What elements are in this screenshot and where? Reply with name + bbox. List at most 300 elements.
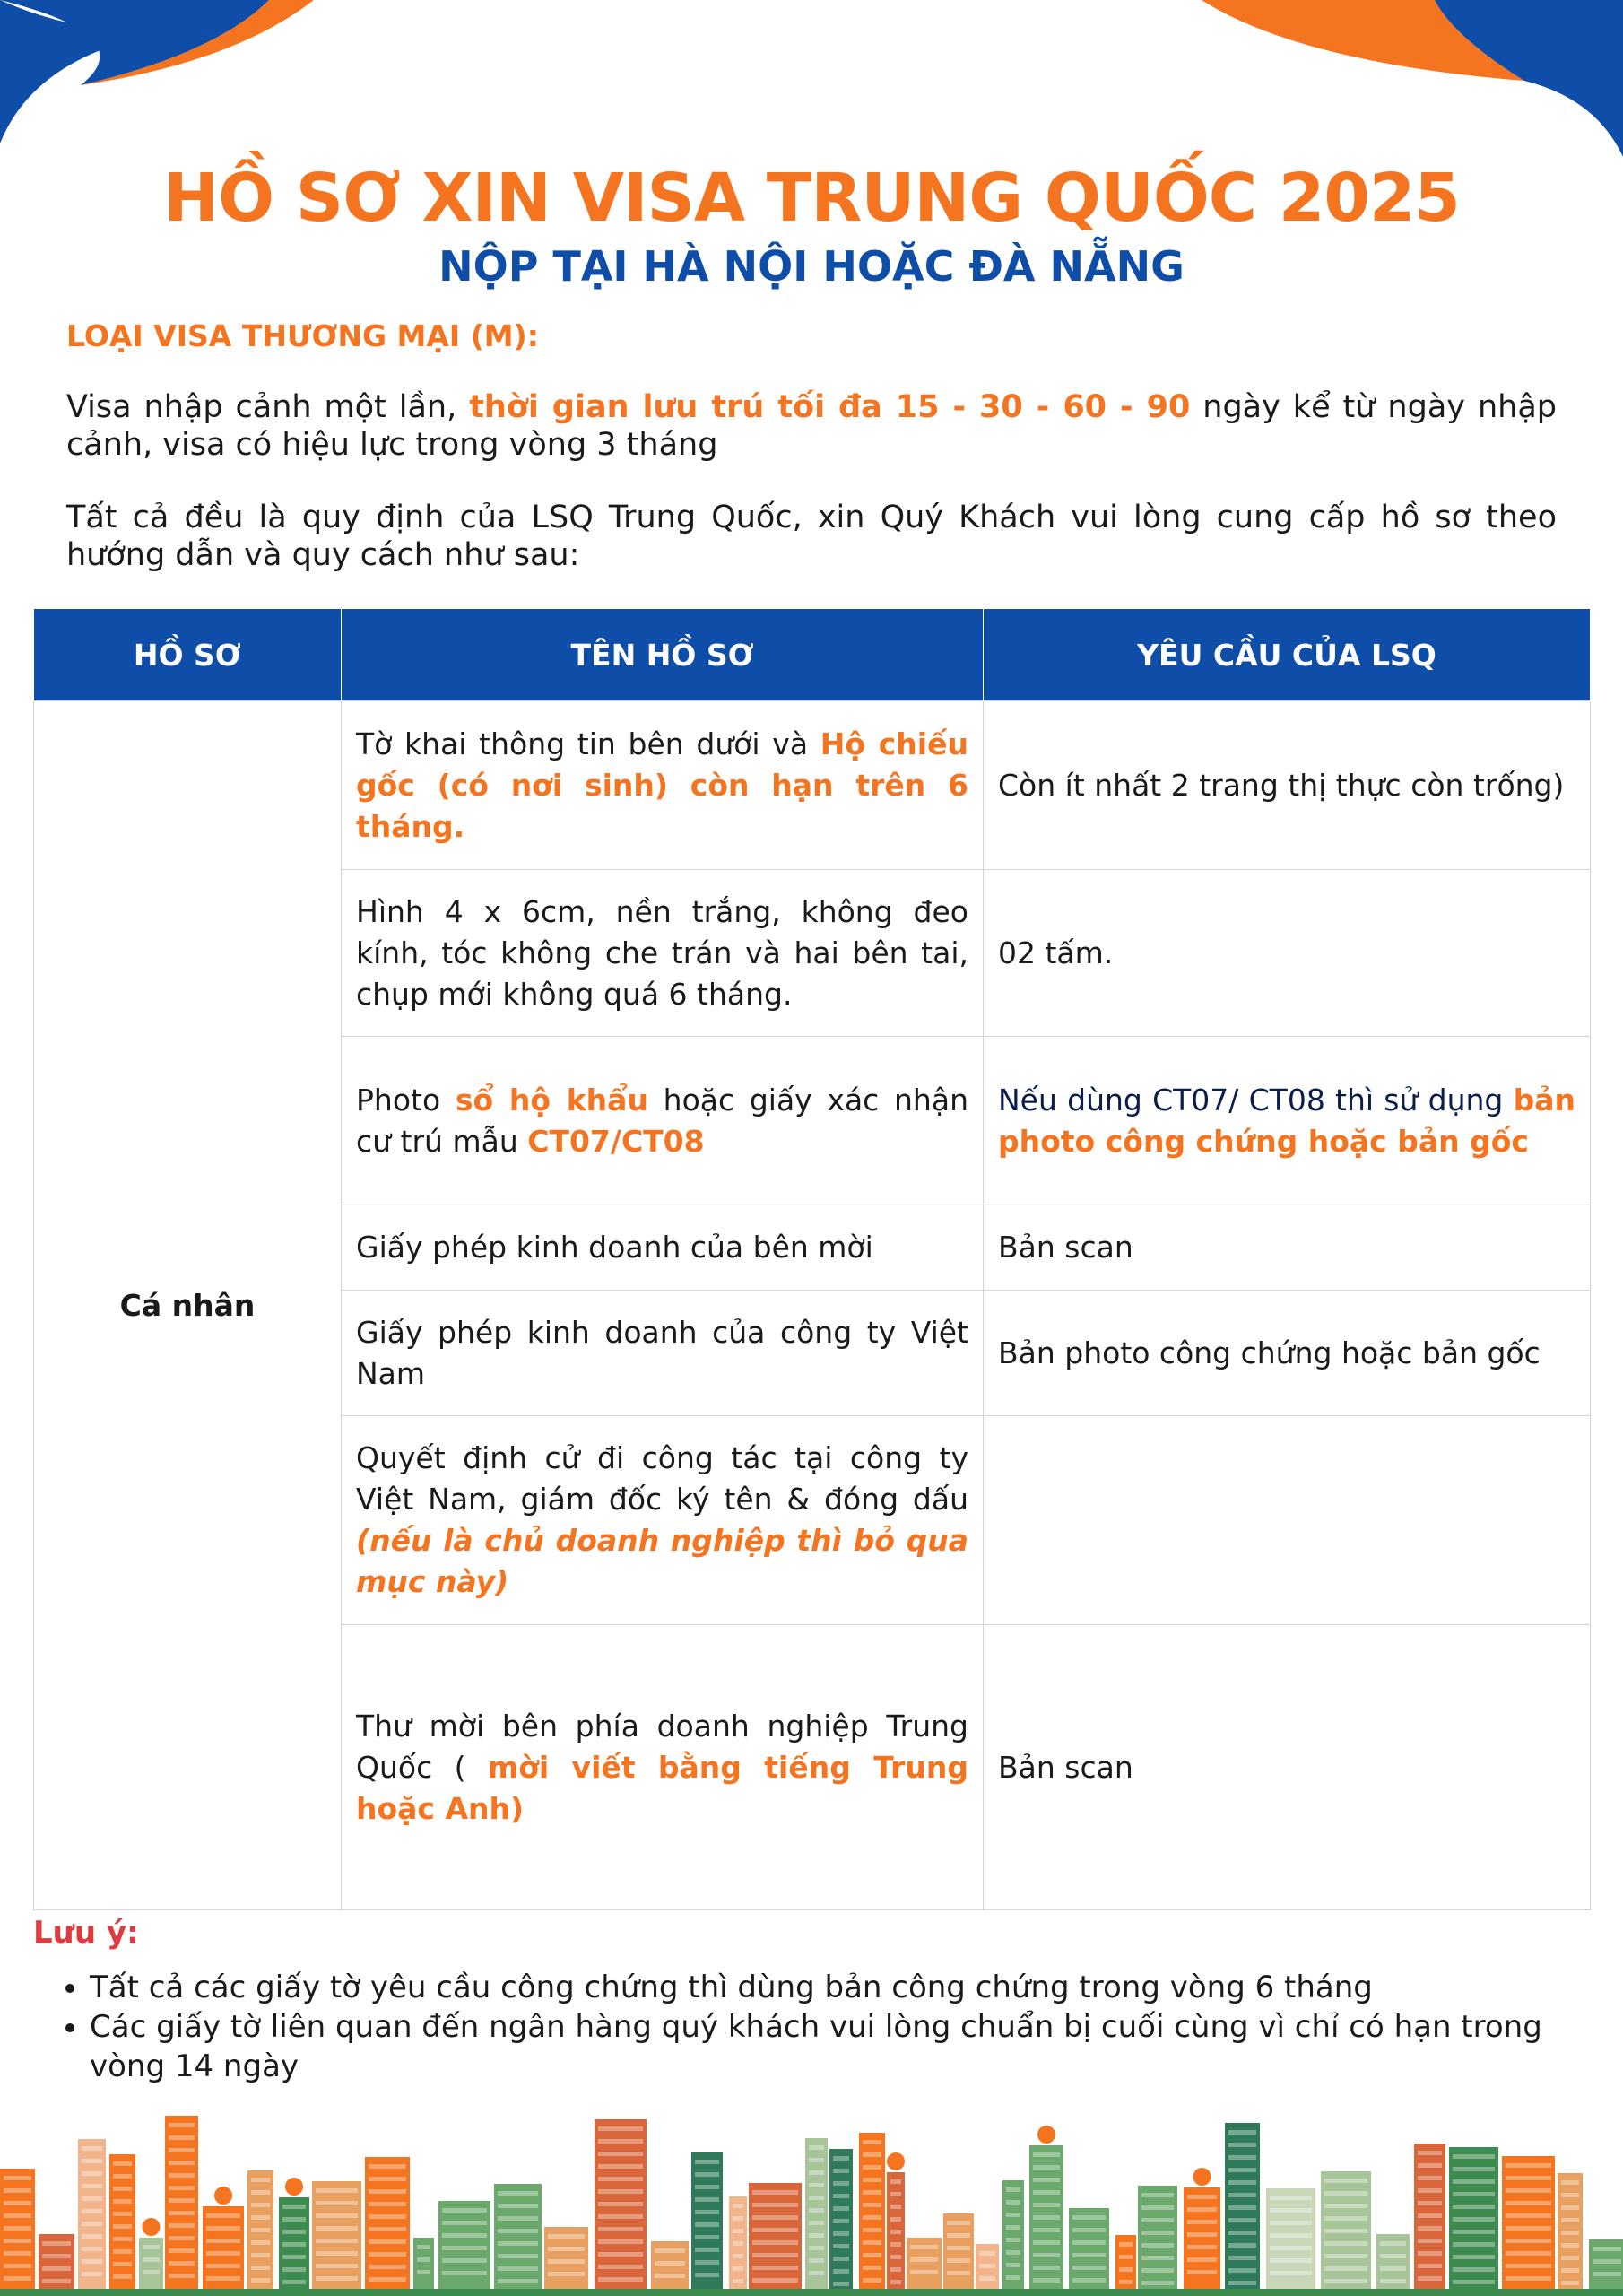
skyline-window	[82, 2159, 102, 2163]
skyline-window	[316, 2201, 358, 2205]
skyline-window	[598, 2239, 643, 2244]
skyline-window	[598, 2265, 643, 2269]
skyline-window	[1453, 2154, 1495, 2159]
skyline-window	[113, 2224, 132, 2229]
skyline-window	[82, 2222, 102, 2226]
skyline-window	[809, 2221, 824, 2225]
skyline-window	[695, 2197, 719, 2202]
doc-requirement-cell	[984, 1416, 1591, 1625]
skyline-window	[113, 2212, 132, 2216]
skyline-window	[1228, 2193, 1256, 2197]
skyline-window	[695, 2248, 719, 2252]
skyline-window	[890, 2205, 901, 2209]
skyline-window	[598, 2139, 643, 2144]
skyline-window	[82, 2259, 102, 2264]
skyline-window	[1561, 2268, 1579, 2273]
skyline-window	[42, 2279, 71, 2283]
skyline-window	[1418, 2188, 1442, 2193]
skyline-window	[863, 2178, 881, 2182]
skyline-window	[206, 2276, 240, 2281]
skyline-window	[442, 2246, 487, 2250]
skyline-window	[169, 2223, 195, 2228]
skyline-building	[312, 2181, 361, 2289]
skyline-window	[598, 2152, 643, 2156]
skyline-window	[113, 2274, 132, 2279]
skyline-window	[369, 2177, 406, 2181]
skyline-window	[1453, 2255, 1495, 2259]
header-ten-ho-so: TÊN HỒ SƠ	[342, 609, 984, 701]
skyline-window	[1033, 2253, 1060, 2257]
skyline-tower-sphere	[214, 2187, 232, 2205]
skyline-window	[890, 2179, 901, 2184]
skyline-window	[863, 2152, 881, 2157]
skyline-window	[206, 2213, 240, 2218]
skyline-window	[1324, 2204, 1367, 2208]
skyline-window	[1324, 2254, 1367, 2258]
skyline-window	[1453, 2205, 1495, 2209]
skyline-window	[655, 2248, 685, 2253]
skyline-window	[809, 2258, 824, 2263]
skyline-window	[598, 2177, 643, 2181]
skyline-window	[1270, 2221, 1312, 2225]
skyline-window	[1506, 2176, 1551, 2180]
skyline-window	[1270, 2208, 1312, 2213]
skyline-window	[695, 2160, 719, 2164]
skyline-window	[752, 2240, 798, 2245]
skyline-window	[1270, 2233, 1312, 2238]
skyline-window	[498, 2204, 538, 2208]
skyline-window	[598, 2189, 643, 2194]
skyline-window	[1380, 2266, 1406, 2271]
skyline-window	[169, 2186, 195, 2190]
skyline-window	[752, 2215, 798, 2220]
skyline-window	[169, 2161, 195, 2165]
skyline-window	[947, 2221, 970, 2225]
skyline-window	[1141, 2231, 1174, 2235]
skyline-window	[1324, 2191, 1367, 2196]
skyline-window	[833, 2257, 849, 2261]
skyline-window	[1228, 2268, 1256, 2273]
skyline-window	[1228, 2180, 1256, 2185]
skyline-window	[1187, 2195, 1217, 2199]
skyline-window	[910, 2270, 938, 2274]
skyline-window	[369, 2214, 406, 2219]
skyline-window	[1187, 2245, 1217, 2249]
skyline-window	[1187, 2207, 1217, 2212]
skyline-building	[1002, 2180, 1024, 2289]
skyline-window	[548, 2234, 585, 2239]
skyline-window	[733, 2204, 743, 2208]
instructions-paragraph: Tất cả đều là quy định của LSQ Trung Quốc, xin Quý Khách vui lòng cung cấp hồ sơ theo hướng dẫn và quy cách như sau:	[66, 500, 1557, 573]
skyline-window	[833, 2156, 849, 2161]
skyline-window	[890, 2192, 901, 2196]
skyline-window	[4, 2213, 31, 2218]
skyline-window	[1119, 2242, 1133, 2247]
skyline-window	[890, 2217, 901, 2222]
skyline-window	[1593, 2247, 1621, 2251]
skyline-window	[1506, 2239, 1551, 2243]
skyline-window	[1506, 2264, 1551, 2268]
skyline-window	[733, 2254, 743, 2258]
skyline-window	[417, 2257, 430, 2262]
skyline-window	[1228, 2155, 1256, 2160]
skyline-window	[1418, 2163, 1442, 2168]
skyline-window	[498, 2216, 538, 2221]
page-title: HỒ SƠ XIN VISA TRUNG QUỐC 2025	[163, 160, 1460, 237]
skyline-window	[316, 2188, 358, 2193]
skyline-window	[1418, 2213, 1442, 2218]
skyline-window	[695, 2260, 719, 2265]
skyline-window	[1141, 2218, 1174, 2222]
skyline-window	[143, 2257, 160, 2262]
skyline-window	[251, 2278, 270, 2283]
skyline-window	[1033, 2178, 1060, 2182]
skyline-window	[809, 2208, 824, 2213]
skyline-window	[282, 2267, 306, 2272]
skyline-window	[251, 2240, 270, 2245]
skyline-window	[1418, 2239, 1442, 2243]
skyline-window	[4, 2176, 31, 2180]
skyline-window	[369, 2239, 406, 2244]
skyline-window	[316, 2226, 358, 2231]
skyline-window	[1072, 2228, 1106, 2232]
skyline-window	[282, 2255, 306, 2259]
skyline-window	[863, 2266, 881, 2270]
skyline-window	[113, 2237, 132, 2241]
skyline-window	[809, 2233, 824, 2238]
skyline-window	[1324, 2229, 1367, 2233]
skyline-window	[833, 2194, 849, 2198]
skyline-window	[809, 2271, 824, 2275]
skyline-window	[809, 2145, 824, 2150]
skyline-window	[316, 2251, 358, 2256]
skyline-window	[442, 2208, 487, 2213]
skyline-window	[1033, 2278, 1060, 2283]
skyline-window	[733, 2216, 743, 2221]
skyline-window	[113, 2249, 132, 2254]
skyline-window	[82, 2209, 102, 2213]
skyline-window	[369, 2252, 406, 2257]
skyline-building	[438, 2201, 490, 2289]
skyline-window	[442, 2221, 487, 2225]
skyline-window	[169, 2148, 195, 2152]
skyline-window	[169, 2274, 195, 2278]
skyline-tower-sphere	[285, 2178, 303, 2196]
skyline-window	[833, 2282, 849, 2286]
skyline-window	[282, 2242, 306, 2247]
skyline-window	[498, 2229, 538, 2233]
skyline-window	[1228, 2231, 1256, 2235]
doc-name-cell: Giấy phép kinh doanh của công ty Việt Nam	[342, 1291, 984, 1416]
skyline-window	[369, 2164, 406, 2169]
skyline-window	[1561, 2180, 1579, 2185]
visa-type-heading: LOẠI VISA THƯƠNG MẠI (M):	[66, 318, 539, 353]
skyline-window	[1324, 2179, 1367, 2183]
skyline-window	[1006, 2238, 1020, 2242]
skyline-window	[833, 2181, 849, 2186]
skyline-window	[369, 2202, 406, 2206]
skyline-window	[809, 2158, 824, 2162]
skyline-window	[1006, 2250, 1020, 2255]
skyline-window	[1453, 2280, 1495, 2284]
skyline-window	[733, 2229, 743, 2233]
skyline-window	[863, 2203, 881, 2207]
skyline-window	[752, 2278, 798, 2283]
skyline-window	[113, 2262, 132, 2266]
skyline-window	[1119, 2255, 1133, 2259]
skyline-window	[1119, 2267, 1133, 2272]
skyline-window	[863, 2278, 881, 2283]
skyline-tower-sphere	[1193, 2168, 1211, 2186]
skyline-window	[1072, 2253, 1106, 2257]
documents-table	[33, 609, 1591, 1910]
skyline-window	[206, 2239, 240, 2243]
skyline-window	[251, 2190, 270, 2195]
skyline-window	[369, 2277, 406, 2282]
skyline-window	[169, 2248, 195, 2253]
skyline-window	[695, 2172, 719, 2177]
skyline-window	[1561, 2193, 1579, 2197]
skyline-tower-sphere	[143, 2218, 161, 2236]
skyline-window	[752, 2203, 798, 2207]
skyline-window	[143, 2270, 160, 2274]
skyline-window	[695, 2210, 719, 2214]
skyline-window	[1561, 2218, 1579, 2222]
skyline-window	[598, 2252, 643, 2257]
skyline-window	[169, 2198, 195, 2203]
skyline-window	[548, 2247, 585, 2251]
skyline-window	[4, 2239, 31, 2243]
skyline-window	[1506, 2201, 1551, 2205]
skyline-window	[947, 2233, 970, 2238]
skyline-window	[1270, 2246, 1312, 2250]
skyline-window	[809, 2183, 824, 2187]
skyline-window	[1228, 2130, 1256, 2135]
skyline-window	[206, 2264, 240, 2268]
top-decoration	[0, 0, 1623, 161]
skyline-window	[113, 2174, 132, 2179]
skyline-window	[1141, 2268, 1174, 2273]
skyline-window	[1228, 2243, 1256, 2248]
skyline-window	[1141, 2205, 1174, 2210]
skyline-window	[809, 2196, 824, 2200]
skyline-window	[833, 2219, 849, 2223]
skyline-window	[1141, 2193, 1174, 2197]
skyline-window	[1033, 2165, 1060, 2170]
skyline-window	[82, 2272, 102, 2276]
skyline-window	[598, 2164, 643, 2169]
skyline-window	[1561, 2243, 1579, 2248]
skyline-window	[695, 2273, 719, 2277]
skyline-window	[82, 2247, 102, 2251]
skyline-window	[1228, 2256, 1256, 2260]
skyline-window	[752, 2190, 798, 2195]
header-yeu-cau: YÊU CẦU CỦA LSQ	[984, 609, 1591, 701]
skyline-window	[1561, 2205, 1579, 2210]
skyline-window	[910, 2257, 938, 2262]
skyline-window	[947, 2271, 970, 2275]
skyline-window	[863, 2240, 881, 2245]
skyline-window	[1072, 2215, 1106, 2220]
skyline-window	[1006, 2213, 1020, 2217]
skyline-window	[1506, 2188, 1551, 2193]
skyline-window	[1593, 2259, 1621, 2264]
doc-requirement-cell: Còn ít nhất 2 trang thị thực còn trống)	[984, 701, 1591, 870]
skyline-window	[1453, 2167, 1495, 2171]
skyline-window	[4, 2276, 31, 2281]
skyline-window	[655, 2274, 685, 2278]
skyline-window	[548, 2259, 585, 2264]
skyline-window	[1187, 2270, 1217, 2274]
skyline-window	[863, 2253, 881, 2257]
skyline-window	[316, 2264, 358, 2268]
skyline-window	[1228, 2168, 1256, 2172]
skyline-window	[1033, 2152, 1060, 2157]
skyline-window	[316, 2213, 358, 2218]
skyline-window	[833, 2206, 849, 2211]
skyline-window	[752, 2253, 798, 2257]
skyline-window	[369, 2189, 406, 2194]
skyline-window	[316, 2276, 358, 2281]
skyline-window	[979, 2251, 995, 2256]
page-subtitle: NỘP TẠI HÀ NỘI HOẶC ĐÀ NẴNG	[438, 242, 1185, 291]
skyline-window	[752, 2228, 798, 2232]
skyline-window	[548, 2272, 585, 2276]
city-skyline-illustration	[0, 2090, 1623, 2296]
skyline-window	[1506, 2251, 1551, 2256]
skyline-window	[1006, 2275, 1020, 2280]
skyline-window	[369, 2227, 406, 2231]
skyline-window	[4, 2264, 31, 2268]
skyline-window	[1228, 2218, 1256, 2222]
skyline-window	[1418, 2251, 1442, 2256]
skyline-window	[752, 2266, 798, 2270]
skyline-window	[890, 2255, 901, 2259]
skyline-window	[863, 2165, 881, 2170]
skyline-window	[498, 2254, 538, 2258]
skyline-window	[733, 2241, 743, 2246]
doc-name-cell: Photo sổ hộ khẩu hoặc giấy xác nhận cư trú mẫu CT07/CT08	[342, 1037, 984, 1205]
skyline-window	[833, 2231, 849, 2236]
doc-name-cell: Hình 4 x 6cm, nền trắng, không đeo kính, tóc không che trán và hai bên tai, chụp mới không quá 6 tháng.	[342, 870, 984, 1037]
visa-description: Visa nhập cảnh một lần, thời gian lưu trú tối đa 15 - 30 - 60 - 90 ngày kể từ ngày nhập cảnh, visa có hiệu lực trong vòng 3 tháng	[66, 389, 1557, 463]
skyline-window	[169, 2135, 195, 2140]
skyline-window	[1141, 2256, 1174, 2260]
skyline-window	[42, 2266, 71, 2271]
doc-requirement-cell: Bản scan	[984, 1625, 1591, 1910]
skyline-tower-sphere	[1037, 2126, 1055, 2144]
skyline-window	[1506, 2226, 1551, 2231]
skyline-window	[1270, 2196, 1312, 2200]
skyline-window	[833, 2244, 849, 2248]
skyline-window	[251, 2215, 270, 2220]
skyline-window	[1380, 2254, 1406, 2258]
skyline-window	[598, 2277, 643, 2282]
skyline-building	[494, 2184, 542, 2289]
skyline-window	[498, 2266, 538, 2271]
skyline-window	[1561, 2281, 1579, 2285]
skyline-window	[498, 2241, 538, 2246]
skyline-window	[169, 2173, 195, 2178]
skyline-window	[1561, 2256, 1579, 2260]
skyline-window	[113, 2199, 132, 2204]
skyline-window	[1506, 2276, 1551, 2281]
skyline-window	[1141, 2281, 1174, 2285]
skyline-window	[1187, 2257, 1217, 2262]
skyline-window	[863, 2215, 881, 2220]
skyline-window	[417, 2245, 430, 2249]
skyline-window	[206, 2226, 240, 2231]
skyline-window	[1006, 2200, 1020, 2205]
skyline-window	[143, 2245, 160, 2249]
skyline-window	[1033, 2240, 1060, 2245]
skyline-window	[1033, 2215, 1060, 2220]
skyline-window	[82, 2146, 102, 2151]
skyline-window	[169, 2236, 195, 2240]
table-row	[34, 701, 1591, 870]
skyline-window	[1324, 2266, 1367, 2271]
skyline-window	[1228, 2143, 1256, 2147]
skyline-window	[1187, 2220, 1217, 2224]
skyline-window	[1228, 2281, 1256, 2285]
list-item: • Các giấy tờ liên quan đến ngân hàng quý khách vui lòng chuẩn bị cuối cùng vì chỉ có hạn trong vòng 14 ngày	[90, 2007, 1614, 2086]
skyline-window	[169, 2211, 195, 2215]
skyline-window	[1418, 2151, 1442, 2155]
skyline-window	[695, 2235, 719, 2239]
stay-duration-highlight: thời gian lưu trú tối đa 15 - 30 - 60 - 90	[469, 389, 1191, 425]
skyline-window	[282, 2230, 306, 2234]
skyline-window	[863, 2228, 881, 2232]
skyline-window	[1506, 2163, 1551, 2168]
skyline-window	[695, 2222, 719, 2227]
skyline-window	[82, 2234, 102, 2239]
header-ho-so: HỒ SƠ	[34, 609, 342, 701]
skyline-building	[1069, 2208, 1109, 2289]
skyline-window	[1187, 2232, 1217, 2237]
skyline-window	[833, 2269, 849, 2274]
skyline-window	[442, 2233, 487, 2238]
skyline-window	[695, 2185, 719, 2189]
skyline-window	[1453, 2217, 1495, 2222]
skyline-window	[1033, 2228, 1060, 2232]
skyline-window	[1453, 2230, 1495, 2234]
skyline-window	[1324, 2216, 1367, 2221]
table-header-row	[34, 609, 1591, 701]
skyline-window	[251, 2228, 270, 2232]
skyline-window	[1141, 2243, 1174, 2248]
skyline-window	[251, 2253, 270, 2257]
skyline-window	[4, 2226, 31, 2231]
skyline-window	[979, 2276, 995, 2281]
doc-name-cell: Giấy phép kinh doanh của bên mời	[342, 1205, 984, 1291]
skyline-window	[4, 2251, 31, 2256]
skyline-tower-sphere	[887, 2152, 905, 2170]
skyline-window	[910, 2245, 938, 2249]
doc-name-cell: Quyết định cử đi công tác tại công ty Việt Nam, giám đốc ký tên & đóng dấu (nếu là chủ doanh nghiệp thì bỏ qua mục này)	[342, 1416, 984, 1625]
doc-name-cell: Tờ khai thông tin bên dưới và Hộ chiếu gốc (có nơi sinh) còn hạn trên 6 tháng.	[342, 701, 984, 870]
skyline-window	[1072, 2240, 1106, 2245]
skyline-window	[1506, 2213, 1551, 2218]
skyline-window	[206, 2251, 240, 2256]
skyline-window	[42, 2241, 71, 2246]
skyline-building	[1138, 2186, 1177, 2289]
category-cell: Cá nhân	[34, 701, 342, 1910]
skyline-window	[82, 2184, 102, 2188]
skyline-window	[1453, 2192, 1495, 2196]
skyline-window	[82, 2196, 102, 2201]
skyline-window	[4, 2188, 31, 2193]
skyline-window	[733, 2279, 743, 2283]
